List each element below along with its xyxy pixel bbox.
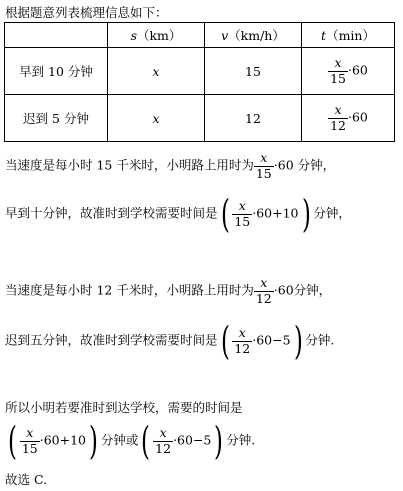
- table-row: [5, 48, 395, 95]
- row-label: 早到 10 分钟: [5, 48, 108, 95]
- para2-line2: 迟到五分钟，故准时到学校需要时间是( $\frac{x}{12}$ ·60−5) 分钟.: [5, 319, 335, 363]
- row-distance: x: [108, 95, 205, 142]
- info-table: [4, 22, 395, 142]
- row-distance: x: [108, 48, 205, 95]
- para1-line1: 当速度是每小时 15 千米时，小明路上用时为 $\frac{x}{15}$ ·60 分钟，: [5, 150, 336, 181]
- para1-line2: 早到十分钟，故准时到学校需要时间是( $\frac{x}{15}$ ·60+10) 分钟，: [5, 192, 351, 236]
- conclusion-line2: ( $\frac{x}{15}$ ·60+10) 分钟或( $\frac{x}{12}$ ·60−5) 分钟.: [7, 419, 256, 463]
- answer-text: 故选 C.: [5, 472, 48, 487]
- row-time: $\frac{x}{12}$ ·60: [302, 95, 395, 142]
- table-header-empty: [5, 23, 108, 48]
- row-time: $\frac{x}{15}$ ·60: [302, 48, 395, 95]
- table-header-t: t（min）: [302, 23, 395, 48]
- intro-text: 根据题意列表梳理信息如下：: [5, 5, 168, 20]
- row-speed: 15: [205, 48, 302, 95]
- conclusion-line1: 所以小明若要准时到达学校，需要的时间是: [5, 400, 243, 415]
- time-fraction: $\frac{x}{15}$: [330, 55, 346, 86]
- row-speed: 12: [205, 95, 302, 142]
- table-header-row: [5, 23, 395, 48]
- table-row: [5, 95, 395, 142]
- para2-line1: 当速度是每小时 12 千米时，小明路上用时为 $\frac{x}{12}$ ·60分钟，: [5, 275, 332, 306]
- row-label: 迟到 5 分钟: [5, 95, 108, 142]
- time-fraction: $\frac{x}{12}$: [330, 102, 346, 133]
- table-header-s: s（km）: [108, 23, 205, 48]
- table-header-v: v（km/h）: [205, 23, 302, 48]
